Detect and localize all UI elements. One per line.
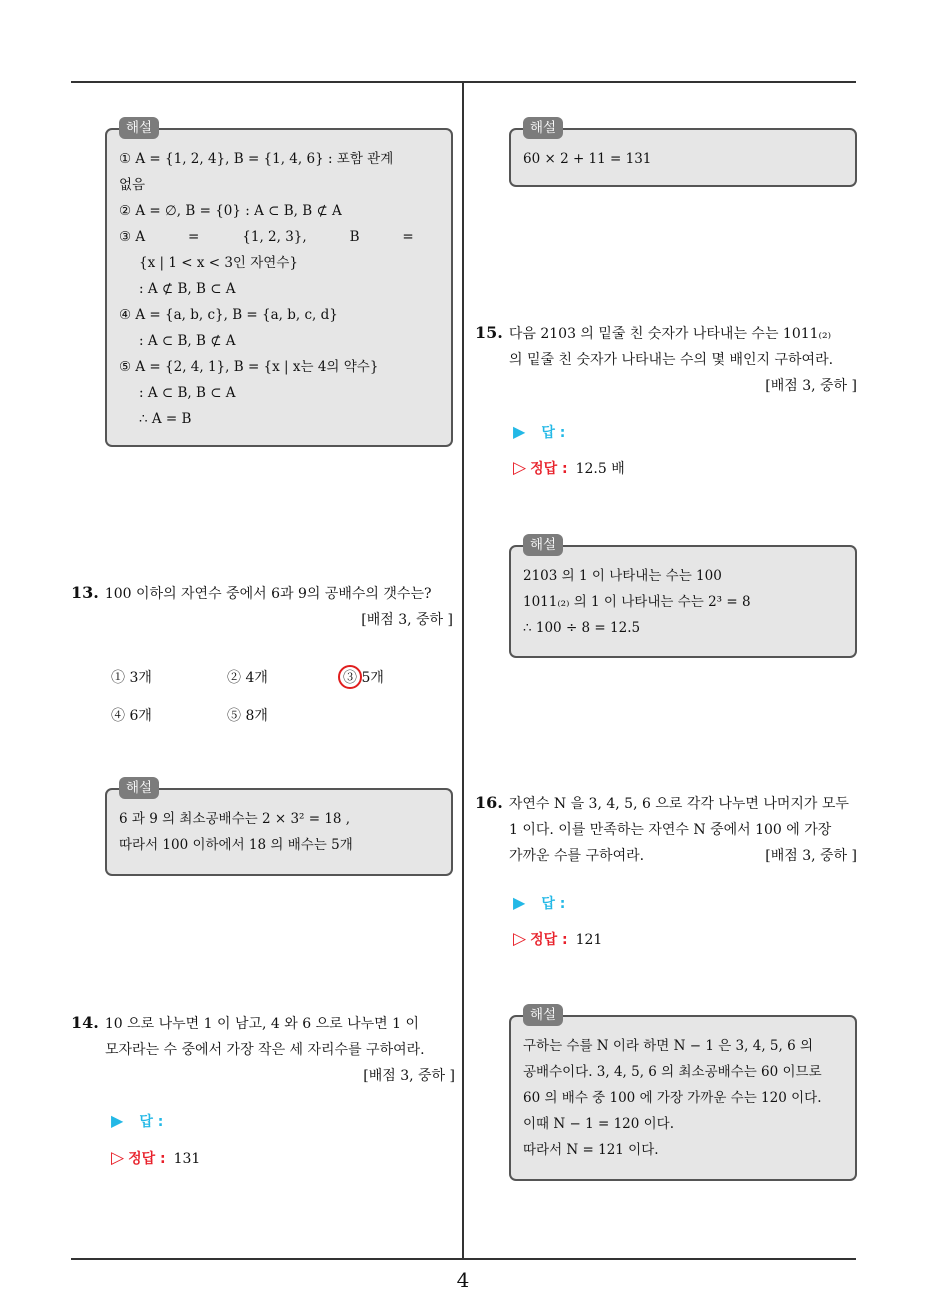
question-text: 모자라는 수 중에서 가장 작은 세 자리수를 구하여라.	[105, 1042, 425, 1058]
question-text: 가까운 수를 구하여라.	[509, 848, 645, 864]
answer-line	[513, 422, 565, 443]
score: [배점 3, 중하 ]	[363, 1068, 455, 1084]
expl-line: 이때 N − 1 = 120 이다.	[523, 1116, 674, 1132]
correct-answer-value: 121	[575, 932, 603, 948]
explanation-tag: 해설	[523, 534, 563, 556]
choice-4[interactable]: ④ 6개	[111, 708, 152, 724]
q16-explanation-box	[509, 1007, 857, 1181]
question-text: 10 으로 나누면 1 이 남고, 4 와 6 으로 나누면 1 이	[104, 1016, 419, 1032]
explanation-tag: 해설	[119, 777, 159, 799]
outline-triangle-icon: ▷	[513, 929, 527, 949]
explanation-tag: 해설	[119, 117, 159, 139]
selected-answer-circle	[338, 665, 362, 689]
expl-line: 6 과 9 의 최소공배수는 2 × 3² = 18 ,	[119, 811, 351, 827]
outline-triangle-icon: ▷	[111, 1148, 125, 1168]
question-14	[71, 1010, 455, 1089]
answer-label: 답 :	[541, 425, 566, 441]
expl-line: 1011₍₂₎ 의 1 이 나타내는 수는 2³ = 8	[523, 594, 751, 610]
expl-line: {x | 1 < x < 3인 자연수}	[139, 255, 298, 271]
expl-line: 2103 의 1 이 나타내는 수는 100	[523, 568, 722, 584]
q15-explanation-box	[509, 537, 857, 658]
question-number: 14.	[71, 1013, 99, 1032]
correct-label: 정답 :	[128, 1151, 166, 1167]
expl-line: : A ⊂ B, B ⊂ A	[139, 385, 236, 401]
score: [배점 3, 중하 ]	[765, 378, 857, 394]
question-text: 1 이다. 이를 만족하는 자연수 N 중에서 100 에 가장	[509, 822, 832, 838]
correct-answer-line	[111, 1148, 200, 1169]
correct-answer-value: 131	[173, 1151, 201, 1167]
bottom-rule	[71, 1258, 856, 1260]
question-text: 다음 2103 의 밑줄 친 숫자가 나타내는 수는 1011₍₂₎	[508, 326, 832, 342]
explanation-tag: 해설	[523, 117, 563, 139]
question-text: 100 이하의 자연수 중에서 6과 9의 공배수의 갯수는?	[104, 586, 432, 602]
question-number: 13.	[71, 583, 99, 602]
expl-line: ⑤ A = {2, 4, 1}, B = {x | x는 4의 약수}	[119, 359, 379, 375]
question-number: 16.	[475, 793, 503, 812]
question-text: 의 밑줄 친 숫자가 나타내는 수의 몇 배인지 구하여라.	[509, 352, 834, 368]
question-13	[71, 580, 453, 633]
expl-line: ② A = ∅, B = {0} : A ⊂ B, B ⊄ A	[119, 203, 342, 219]
expl-line: 따라서 N = 121 이다.	[523, 1142, 659, 1158]
correct-label: 정답 :	[530, 932, 568, 948]
expl-line: 없음	[119, 177, 146, 193]
explanation-tag: 해설	[523, 1004, 563, 1026]
outline-triangle-icon: ▷	[513, 458, 527, 478]
choice-3[interactable]: ③ 5개	[343, 670, 384, 686]
answer-line	[513, 893, 565, 914]
expl-line: 60 × 2 + 11 = 131	[523, 151, 652, 167]
score: [배점 3, 중하 ]	[361, 612, 453, 628]
play-icon: ▶	[513, 893, 526, 912]
column-divider	[462, 83, 464, 1259]
answer-line	[111, 1111, 163, 1132]
choice-2[interactable]: ② 4개	[227, 670, 268, 686]
play-icon: ▶	[513, 422, 526, 441]
expl-line: 따라서 100 이하에서 18 의 배수는 5개	[119, 837, 353, 853]
expl-line: : A ⊄ B, B ⊂ A	[139, 281, 236, 297]
question-text: 자연수 N 을 3, 4, 5, 6 으로 각각 나누면 나머지가 모두	[508, 796, 849, 812]
correct-answer-line	[513, 458, 625, 479]
correct-answer-line	[513, 929, 602, 950]
expl-line: ∴ A = B	[139, 411, 192, 427]
expl-line: ④ A = {a, b, c}, B = {a, b, c, d}	[119, 307, 338, 323]
answer-label: 답 :	[139, 1114, 164, 1130]
choice-5[interactable]: ⑤ 8개	[227, 708, 268, 724]
question-number: 15.	[475, 323, 503, 342]
expl-line: ① A = {1, 2, 4}, B = {1, 4, 6} : 포함 관계	[119, 151, 394, 167]
expl-line: 공배수이다. 3, 4, 5, 6 의 최소공배수는 60 이므로	[523, 1064, 822, 1080]
question-16	[475, 790, 857, 869]
choice-1[interactable]: ① 3개	[111, 670, 152, 686]
expl-line: : A ⊂ B, B ⊄ A	[139, 333, 236, 349]
question-15	[475, 320, 857, 399]
q13-explanation-box	[105, 780, 453, 876]
expl-line: ③ A = {1, 2, 3}, B =	[119, 229, 414, 245]
expl-line: 구하는 수를 N 이라 하면 N − 1 은 3, 4, 5, 6 의	[523, 1038, 813, 1054]
correct-label: 정답 :	[530, 461, 568, 477]
q12-explanation-box	[105, 120, 453, 447]
play-icon: ▶	[111, 1111, 124, 1130]
answer-label: 답 :	[541, 896, 566, 912]
page-number: 4	[456, 1268, 470, 1292]
correct-answer-value: 12.5 배	[575, 461, 625, 477]
q14-explanation-box	[509, 120, 857, 187]
score: [배점 3, 중하 ]	[765, 848, 857, 864]
expl-line: 60 의 배수 중 100 에 가장 가까운 수는 120 이다.	[523, 1090, 822, 1106]
expl-line: ∴ 100 ÷ 8 = 12.5	[523, 620, 641, 636]
